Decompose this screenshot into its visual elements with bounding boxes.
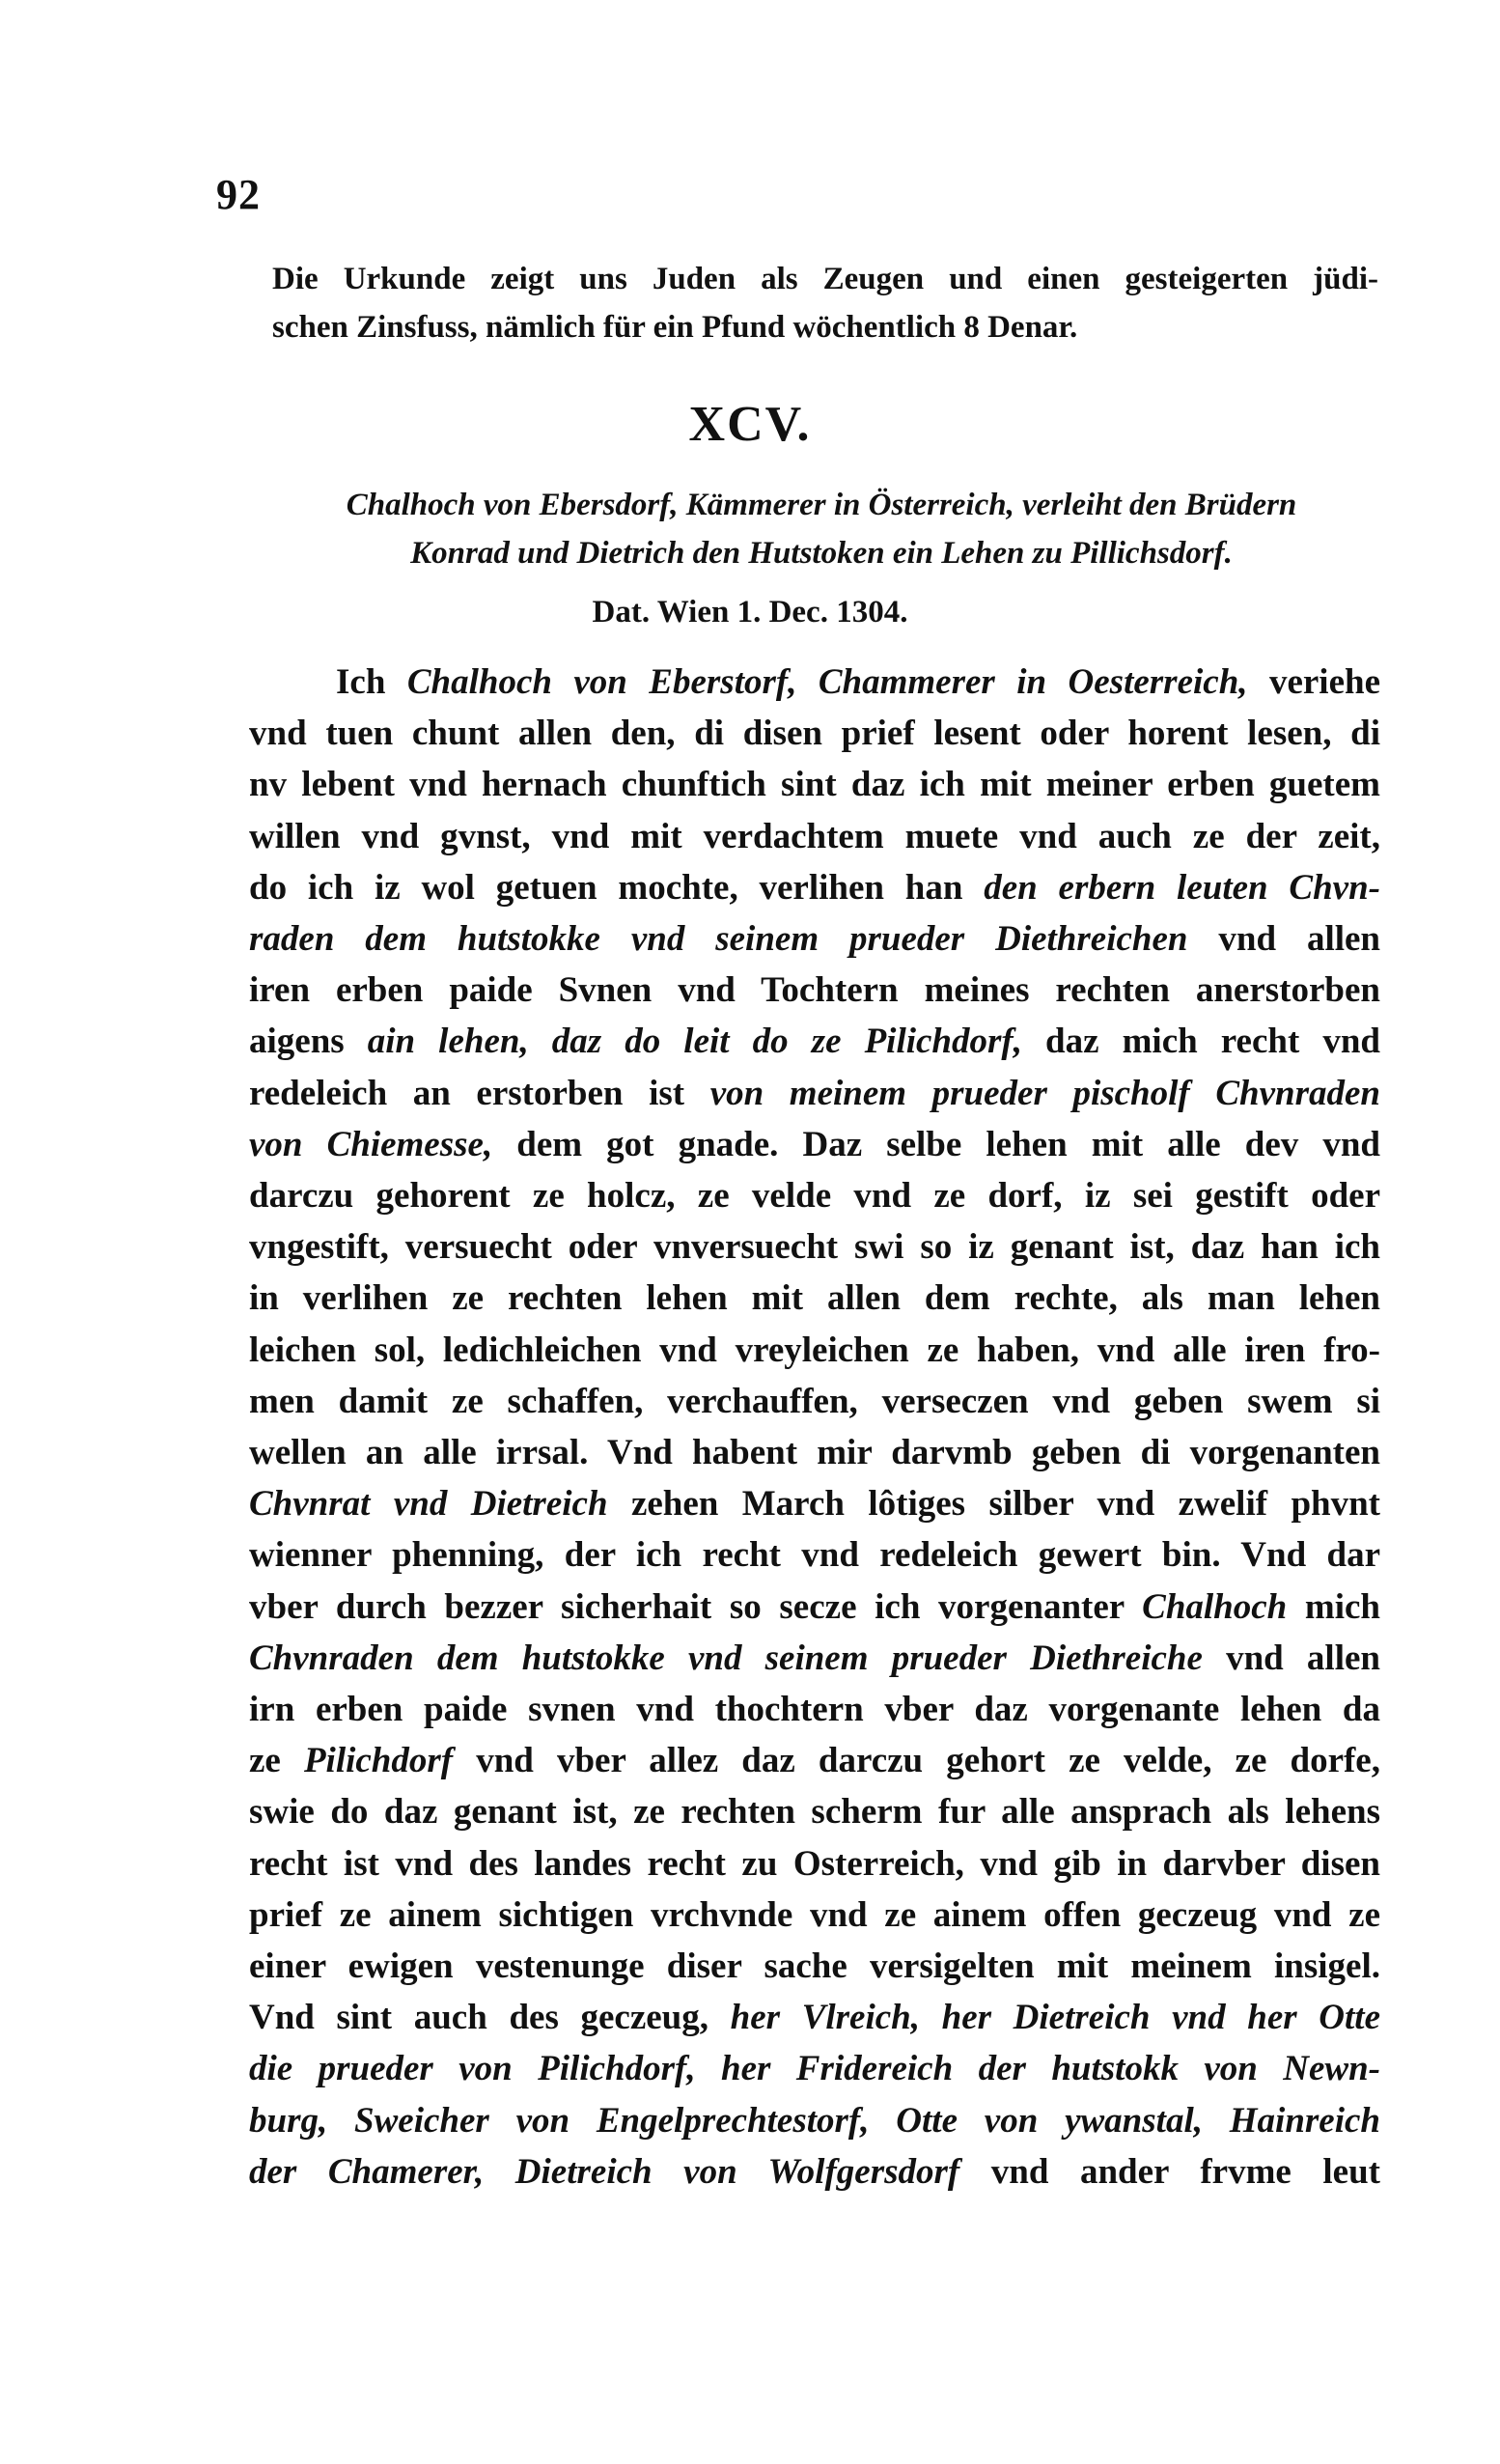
text-line <box>249 1786 1380 1837</box>
text-span: swie do daz genant ist, ze rechten scherm fur alle ansprach als lehens <box>249 1792 1380 1833</box>
italic-name-span: den erbern leuten Chvn- <box>984 867 1380 908</box>
text-line <box>249 1068 1380 1119</box>
document-number: XCV. <box>688 397 812 452</box>
text-span: Ich <box>336 662 407 702</box>
page-number: 92 <box>216 171 261 218</box>
charter-text <box>249 657 1380 2198</box>
text-span: zehen March lôtiges silber vnd zwelif phvnt <box>607 1484 1380 1525</box>
text-line <box>249 2095 1380 2146</box>
text-span: men damit ze schaffen, verchauffen, verseczen vnd geben swem si <box>249 1381 1380 1421</box>
text-span: daz mich recht vnd <box>1021 1022 1380 1062</box>
text-span: vnd ander frvme leut <box>959 2151 1380 2192</box>
text-line <box>249 1582 1380 1633</box>
text-span: recht ist vnd des landes recht zu Osterreich, vnd gib in darvber disen <box>249 1843 1380 1884</box>
text-span: in verlihen ze rechten lehen mit allen dem rechte, als man lehen <box>249 1278 1380 1319</box>
text-line <box>249 1529 1380 1581</box>
text-span: vnd vber allez daz darczu gehort ze velde, ze dorfe, <box>453 1741 1380 1781</box>
text-line <box>249 2043 1380 2094</box>
italic-name-span: Chalhoch <box>1142 1586 1288 1627</box>
text-span: wellen an alle irrsal. Vnd habent mir darvmb geben di vorgenanten <box>249 1433 1380 1473</box>
text-span: darczu gehorent ze holcz, ze velde vnd ze dorf, iz sei gestift oder <box>249 1176 1380 1217</box>
text-span: Vnd sint auch des geczeug, <box>249 1998 731 2038</box>
text-line <box>249 1633 1380 1684</box>
italic-name-span: her Vlreich, her Dietreich vnd her Otte <box>730 1998 1380 2038</box>
document-date: Dat. Wien 1. Dec. 1304. <box>592 595 908 630</box>
text-span: vnd allen <box>1187 919 1380 960</box>
text-span: iren erben paide Svnen vnd Tochtern meines rechten anerstorben <box>249 970 1380 1011</box>
text-line <box>249 1684 1380 1735</box>
italic-name-span: der Chamerer, Dietreich von Wolfgersdorf <box>249 2151 960 2192</box>
text-span: irn erben paide svnen vnd thochtern vber daz vorgenante lehen da <box>249 1690 1380 1730</box>
summary-line: Konrad und Dietrich den Hutstoken ein Lehen zu Pillichsdorf. <box>410 536 1233 571</box>
italic-name-span: Chvnrat vnd Dietreich <box>249 1484 608 1525</box>
italic-name-span: Chvnraden dem hutstokke vnd seinem prueder Diethreiche <box>249 1638 1203 1678</box>
text-line <box>249 759 1380 810</box>
italic-name-span: Pilichdorf <box>303 1741 454 1781</box>
text-span: vber durch bezzer sicherhait so secze ich vorgenanter <box>249 1586 1143 1627</box>
text-span: vnd tuen chunt allen den, di disen prief lesent oder horent lesen, di <box>249 714 1380 754</box>
text-line <box>249 1325 1380 1376</box>
document-summary <box>263 481 1380 577</box>
italic-name-span: ain lehen, daz do leit do ze Pilichdorf, <box>367 1022 1022 1062</box>
text-line <box>249 1016 1380 1067</box>
text-span: prief ze ainem sichtigen vrchvnde vnd ze ainem offen geczeug vnd ze <box>249 1894 1380 1935</box>
text-span: nv lebent vnd hernach chunftich sint daz ich mit meiner erben guetem <box>249 765 1380 805</box>
text-line <box>249 1273 1380 1324</box>
text-line <box>249 965 1380 1016</box>
italic-name-span: die prueder von Pilichdorf, her Fridereich der hutstokk von Newn- <box>249 2049 1380 2089</box>
text-line <box>249 1376 1380 1427</box>
italic-name-span: von Chiemesse, <box>249 1124 493 1164</box>
text-line <box>249 2146 1380 2198</box>
text-span: wienner phenning, der ich recht vnd redeleich gewert bin. Vnd dar <box>249 1535 1380 1576</box>
text-span: veriehe <box>1247 662 1380 702</box>
text-line <box>249 1427 1380 1478</box>
text-line <box>249 811 1380 862</box>
text-line <box>249 1170 1380 1221</box>
text-span: einer ewigen vestenunge diser sache versigelten mit meinem insigel. <box>249 1946 1380 1987</box>
text-line <box>249 1478 1380 1529</box>
text-line <box>249 1221 1380 1273</box>
text-span: vnd allen <box>1202 1638 1380 1678</box>
text-line <box>249 657 1380 708</box>
text-span: redeleich an erstorben ist <box>249 1073 710 1113</box>
text-span: do ich iz wol getuen mochte, verlihen han <box>249 867 985 908</box>
italic-name-span: raden dem hutstokke vnd seinem prueder Diethreichen <box>249 919 1188 960</box>
text-line <box>249 913 1380 965</box>
text-line <box>249 1890 1380 1941</box>
intro-paragraph <box>272 255 1378 351</box>
text-span: leichen sol, ledichleichen vnd vreyleichen ze haben, vnd alle iren fro- <box>249 1330 1380 1370</box>
text-span: aigens <box>249 1022 368 1062</box>
intro-line: schen Zinsfuss, nämlich für ein Pfund wöchentlich 8 Denar. <box>272 310 1078 345</box>
text-span: vngestift, versuecht oder vnversuecht swi so iz genant ist, daz han ich <box>249 1227 1380 1268</box>
intro-line: Die Urkunde zeigt uns Juden als Zeugen und einen gesteigerten jüdi- <box>272 262 1378 296</box>
text-line <box>249 1838 1380 1890</box>
summary-line: Chalhoch von Ebersdorf, Kämmerer in Österreich, verleiht den Brüdern <box>346 488 1297 522</box>
text-line <box>249 1941 1380 1992</box>
text-line <box>249 862 1380 913</box>
italic-name-span: burg, Sweicher von Engelprechtestorf, Otte von ywanstal, Hainreich <box>249 2100 1380 2141</box>
text-line <box>249 708 1380 759</box>
text-span: willen vnd gvnst, vnd mit verdachtem muete vnd auch ze der zeit, <box>249 816 1380 856</box>
italic-name-span: Chalhoch von Eberstorf, Chammerer in Oesterreich, <box>406 662 1248 702</box>
text-line <box>249 1119 1380 1170</box>
text-span: ze <box>249 1741 304 1781</box>
text-span: mich <box>1287 1586 1380 1627</box>
text-line <box>249 1992 1380 2043</box>
italic-name-span: von meinem prueder pischolf Chvnraden <box>709 1073 1380 1113</box>
text-line <box>249 1735 1380 1786</box>
text-span: dem got gnade. Daz selbe lehen mit alle dev vnd <box>492 1124 1380 1164</box>
